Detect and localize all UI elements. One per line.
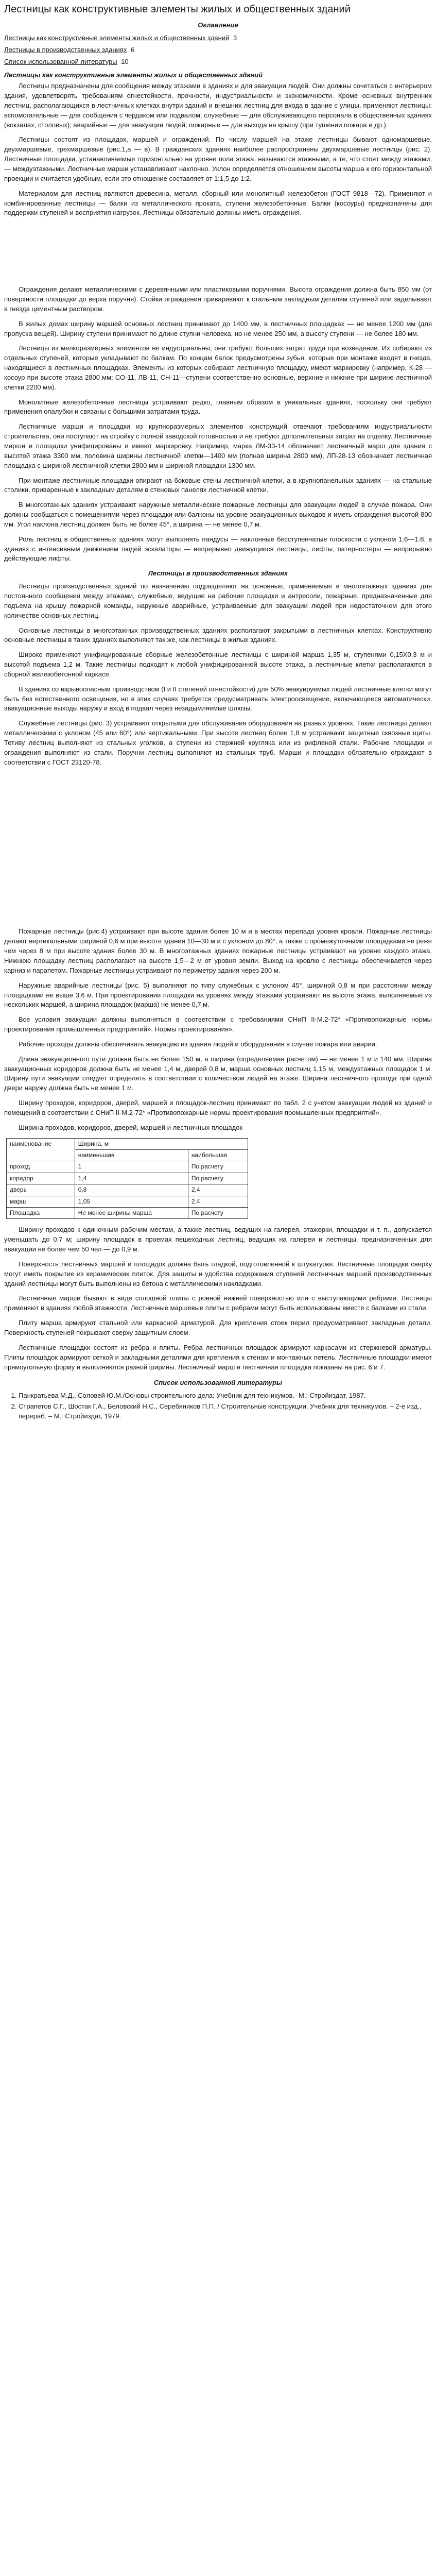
table-row bbox=[7, 1161, 248, 1173]
literature-item: 2. Страпетов С.Г., Шостак Г.А., Беловский Н.С., Серебяников П.П. / Строительные конструкции: Учебник для техникумов. – 2-е изд., перераб. – М.: Стройиздат, 1979. bbox=[19, 1402, 432, 1421]
paragraph: Лестничные марши и площадки из крупноразмерных элементов конструкций отвечают требованиям индустриальности строительства, они поступают на стройку с полной заводской готовностью и не требуют дополнительных затрат на отделку. Лестничные марши и площадки унифицированы и имеют маркировку. Например, марка ЛМ-33-14 обозначает лестничный марш для здания с высотой этажа 3300 мм, половина ширины лестничной клетки—1400 мм (полная ширина 2800 мм), ЛП-28-13 обозначает лестничная площадка с шириной лестничной клетки 2800 мм и шириной площадки 1300 мм. bbox=[4, 422, 432, 469]
paragraph: Основные лестницы в многоэтажных производственных зданиях располагают закрытыми в лестничных клетках. Конструктивно основные лестницы в таких зданиях выполняют так же, как лестницы в жилых зданиях. bbox=[4, 626, 432, 644]
table-row bbox=[7, 1184, 248, 1196]
literature-heading: Список использованной литературы bbox=[153, 1379, 283, 1387]
toc-link-section-1[interactable]: Лестницы как конструктивные элементы жилых и общественных зданий bbox=[4, 33, 230, 42]
section-heading: Лестницы как конструктивные элементы жилых и общественных зданий bbox=[4, 71, 263, 79]
paragraph: Монолитные железобетонные лестницы устраивают редко, главным образом в уникальных зданиях, поскольку они требуют применения опалубки и связаны с большими затратами труда. bbox=[4, 398, 432, 416]
table-cell: проход bbox=[7, 1161, 75, 1173]
paragraph: В многоэтажных зданиях устраивают наружные металлические пожарные лестницы для эвакуации людей в случае пожара. Они должны сообщаться с помещениями через площадки или балконы на уровне эвакуационных выходов и иметь ограждения высотой 800 мм. Угол наклона лестниц должен быть не более 45°, а ширина — не менее 0,7 м. bbox=[4, 501, 432, 528]
table-header-row bbox=[7, 1138, 248, 1149]
table-cell: Не менее ширины марша bbox=[75, 1208, 188, 1219]
table-header-cell: наименьшая bbox=[75, 1150, 188, 1161]
section-heading: Лестницы в производственных зданиях bbox=[148, 569, 288, 578]
paragraph: В жилых домах ширину маршей основных лестниц принимают до 1400 мм, в лестничных площадках — не менее 1200 мм (для пропуска вещей). Ширину ступени принимают по длине ступни человека, но не менее 250 мм, а высоту ступени — не более 180 мм. bbox=[4, 319, 432, 337]
paragraph: Рабочие проходы должны обеспечивать эвакуацию из здания людей и оборудования в случае пожара или аварии. bbox=[19, 1040, 377, 1048]
paragraph: Поверхность лестничных маршей и площадок должна быть гладкой, подготовленной к штукатурке. Лестничные площадки сверху могут иметь покрытие из керамических плиток. Для защиты и удобства содержания ступеней лестничных маршей производственных зданий лестницы могут быть выполнены из бетона с металлическими накладками. bbox=[4, 1260, 432, 1287]
widths-table bbox=[6, 1138, 248, 1219]
toc-item bbox=[4, 57, 432, 67]
table-header-cell: наибольшая bbox=[188, 1150, 248, 1161]
table-row bbox=[7, 1196, 248, 1207]
table-cell: дверь bbox=[7, 1184, 75, 1196]
table-cell: 1 bbox=[75, 1161, 188, 1173]
toc-page-number: 10 bbox=[121, 57, 129, 65]
table-cell: 1,05 bbox=[75, 1196, 188, 1207]
paragraph: Лестничные марши бывают в виде сплошной плиты с ровной нижней поверхностью или с выступающими ребрами. Лестницы применяют в зданиях любой этажности. Лестничные маршевые плиты с ребрами могут быть использованы вместе с балками из стали. bbox=[4, 1294, 432, 1312]
paragraph: Лестницы производственных зданий по назначению подразделяют на основные, применяемые в многоэтажных зданиях для постоянного сообщения между этажами, служебные, ведущие на рабочие площадки и антресоли, пожарные, предназначенные для подъема на крышу пожарной команды, наружные аварийные, устраиваемые для эвакуации людей при недостаточном для этого количестве основных лестниц. bbox=[4, 582, 432, 619]
paragraph: Лестницы из мелкоразмерных элементов не индустриальны, они требуют больших затрат труда при возведении. Их собирают из отдельных ступеней, которые укладывают по балкам. По концам балок предусмотрены зубья, которые при монтаже входят в гнезда, находящиеся в лестничных площадках. Элементы из которых собирают лестничную площадку, имеют маркировку (например, К-28 — косоур при высоте этажа 2800 мм; СО-11, ЛВ-11, СН-11—ступени соответственно основные, верхние и нижние при ширине лестничной клетки 2200 мм). bbox=[4, 344, 432, 391]
toc-link-section-2[interactable]: Лестницы в производственных зданиях bbox=[4, 45, 127, 54]
table-row bbox=[7, 1208, 248, 1219]
paragraph: Плиту марша армируют стальной или каркасной арматурой. Для крепления стоек перил предусматривают закладные детали. Поверхность ступеней покрывают сверху защитным слоем. bbox=[4, 1319, 432, 1336]
literature-item: 1. Панкратьева М.Д., Соловей Ю.М./Основы строительного дела: Учебник для техникумов. -М.: Стройиздат, 1987. bbox=[19, 1391, 432, 1401]
table-header-cell: Ширина, м bbox=[75, 1138, 248, 1149]
table-cell: 1,4 bbox=[75, 1173, 188, 1184]
paragraph: Ограждения делают металлическими с деревянными или пластиковыми поручнями. Высота ограждения должна быть 850 мм (от поверхности площадки до верха поручня). Стойки ограждения приваривают к стальным закладным деталям ступеней или заделывают в гнезда цементным раствором. bbox=[4, 285, 432, 313]
paragraph: Длина эвакуационного пути должна быть не более 150 м, а ширина (определяемая расчетом) — не менее 1 м и 140 мм. Ширина эвакуационных коридоров должна быть не менее 1,4 м, дверей 0,8 м, марша основных лестниц 1,15 м, междуэтажных площадок 1 м. Ширину пути эвакуации следует определять в соответствии с количеством людей на этаже. Ширина лестничного прохода при одной двери наружу должна быть не менее 1 м. bbox=[4, 1055, 432, 1092]
paragraph: Служебные лестницы (рис. 3) устраивают открытыми для обслуживания оборудования на разных уровнях. Такие лестницы делают металлическими с уклоном (45 или 60°) или вертикальными. При высоте лестниц более 1,8 м устраивают защитные сквозные щиты. Тетиву лестниц выполняют из стальных уголков, а ступени из стержней кругляка или из рифленой стали. Рабочие площадки и ограждения выполняют из стали. Поручни лестниц выполняют из стальных труб. Марши и площадки обязательно ограждают в соответствии с ГОСТ 23120-78. bbox=[4, 719, 432, 766]
table-cell: 0,8 bbox=[75, 1184, 188, 1196]
paragraph: Пожарные лестницы (рис.4) устраивают при высоте здания более 10 м и в местах перепада уровня кровли. Пожарные лестницы делают вертикальными шириной 0,6 м при высоте здания 10—30 м и с уклоном до 80°, а также с промежуточными площадками не реже чем через 8 м при высоте здания более 30 м. В многоэтажных зданиях пожарные лестницы устраивают на уровне каждого этажа. Нижнюю площадку лестниц располагают на высоте 1,5—2 м от уровня земли. Выход на кровлю с лестницы обеспечивается через карниз и парапетом. Пожарные лестницы устраивают по периметру здания через 200 м. bbox=[4, 927, 432, 974]
table-cell: 2,4 bbox=[188, 1184, 248, 1196]
paragraph: Наружные аварийные лестницы (рис. 5) выполняют по типу служебных с уклоном 45°, шириной 0,8 м при расстоянии между площадками не выше 3,6 м. При проектировании площадки на уровнях между этажами устраивают на высоте этажа, выполняемые из нескольких маршей, а ширина площадок (марша) не менее 0,7 м. bbox=[4, 981, 432, 1009]
paragraph: Лестничные площадки состоят из ребра и плиты. Ребра лестничных площадок армируют каркасами из стержневой арматуры. Плиты площадок армируют сеткой и закладными деталями для крепления к стенам и монтажных петель. Лестничные площадки имеют прямоугольную форму и выполняются разной ширины. Лестничный марш и лестничная площадка показаны на рис. 6 и 7. bbox=[4, 1343, 432, 1371]
toc-page-number: 6 bbox=[130, 45, 135, 54]
table-caption: Ширина проходов, коридоров, дверей, маршей и лестничных площадок bbox=[19, 1123, 243, 1131]
paragraph: Ширину проходов к одиночным рабочим местам, а также лестниц, ведущих на галерея, этажерки, площадки и т. п., допускается уменьшать до 0,7 м; ширину площадок в проемах пешеходных лестниц, ведущих на галереи и лестницы, предназначенных для эвакуации не более чем 50 чел — до 0,9 м. bbox=[4, 1226, 432, 1253]
paragraph: Роль лестниц в общественных зданиях могут выполнять пандусы — наклонные бесступенчатые плоскости с уклоном 1:6—1:8, в зданиях с интенсивным движением людей эскалаторы — непрерывно движущиеся лестницы, лифты, патерностеры — непрерывно действующие лифты. bbox=[4, 535, 432, 563]
paragraph: Широко применяют унифицированные сборные железобетонные лестницы с шириной марша 1,35 м, ступенями 0,15Х0,3 м и высотой подъема 1,2 м. Такие лестницы подходят к любой унифицированной высоте этажа, а лестничные клетки располагаются в сборной железобетонной каркасе. bbox=[4, 651, 432, 678]
page-title: Лестницы как конструктивные элементы жилых и общественных зданий bbox=[4, 4, 351, 15]
paragraph: Ширину проходов, коридоров, дверей, маршей и площадок-лестниц принимают по табл. 2 с учетом эвакуации людей из зданий и помещений в соответствии с СНиП II-М.2-72* «Противопожарные нормы проектирования промышленных предприятий». bbox=[4, 1099, 432, 1116]
figure-space bbox=[4, 223, 432, 285]
literature-list bbox=[4, 1391, 432, 1421]
paragraph: При монтаже лестничные площадки опирают на боковые стены лестничной клетки, а в крупнопанельных зданиях — на стальные столики, приваренные к закладным деталям в стеновых панелях лестничной клетки. bbox=[4, 476, 432, 494]
paragraph: В зданиях со взрывоопасным производством (I и II степеней огнестойкости) для 50% эвакуируемых людей лестничные клетки могут быть без естественного освещения, но в этих случаях требуется предусматривать электроосвещение, включающееся автоматически, эвакуационные выходы наружу и вход в подвал через незадымляемые шлюзы. bbox=[4, 685, 432, 713]
table-cell: По расчету bbox=[188, 1161, 248, 1173]
table-cell: Площадка bbox=[7, 1208, 75, 1219]
figure-space bbox=[4, 772, 432, 927]
paragraph: Лестницы состоят из площадок, маршей и ограждений. По числу маршей на этаже лестницы бывают одномаршевые, двухмаршевые, трехмаршевые (рис.1,а — в). В гражданских зданиях наиболее распространены двухмаршевые лестницы (рис. 2). Лестничные площадки, устанавливаемые горизонтально на уровне пола этажа, называются этажными, а те, что стоят между этажами, — междуэтажными. Лестничные марши устанавливают наклонно. Уклон определяется отношением высоты марша к его горизонтальной проекции и считается удобным, если это отношение составляет от 1:1,5 до 1:2. bbox=[4, 135, 432, 182]
table-row bbox=[7, 1173, 248, 1184]
table-cell: 2,4 bbox=[188, 1196, 248, 1207]
toc-heading: Оглавление bbox=[198, 21, 238, 29]
toc-link-literature[interactable]: Список использованной литературы bbox=[4, 57, 117, 65]
table-cell: По расчету bbox=[188, 1173, 248, 1184]
table-header-cell: наименование bbox=[7, 1138, 75, 1161]
paragraph: Лестницы предназначены для сообщения между этажами в зданиях и для эвакуации людей. Они должны сочетаться с интерьером здания, удовлетворять требованиям огнестойкости, прочности, индустриальности и экономичности. Кроме основных внутренних лестниц, располагающихся в лестничных клетках внутри зданий и внешних лестниц для входа в здание с улицы, применяют лестницы: вспомогательные — для сообщения с чердаком или подвалом; служебные — для обслуживающего персонала в общественных зданиях (вокзалах, столовых); аварийные — для эвакуации людей; пожарные — для выхода на крышу (при тушении пожара и др.). bbox=[4, 82, 432, 129]
paragraph: Все условия эвакуации должны выполняться в соответствии с требованиями СНиП II-М.2-72* «Противопожарные нормы проектирования промышленных предприятий». Нормы проектирования». bbox=[4, 1015, 432, 1033]
table-cell: марш bbox=[7, 1196, 75, 1207]
paragraph: Материалом для лестниц являются древесина, металл, сборный или монолитный железобетон (ГОСТ 9818—72). Применяют и комбинированные лестницы — балки из металлического проката, ступени железобетонные. Балки (косоуры) предназначены для поддержки ступеней и восприятия нагрузок. Лестницы обязательно должны иметь ограждения. bbox=[4, 189, 432, 217]
toc-item bbox=[4, 33, 432, 43]
toc-item bbox=[4, 45, 432, 55]
table-cell: По расчету bbox=[188, 1208, 248, 1219]
table-cell: коридор bbox=[7, 1173, 75, 1184]
toc-page-number: 3 bbox=[233, 33, 237, 42]
